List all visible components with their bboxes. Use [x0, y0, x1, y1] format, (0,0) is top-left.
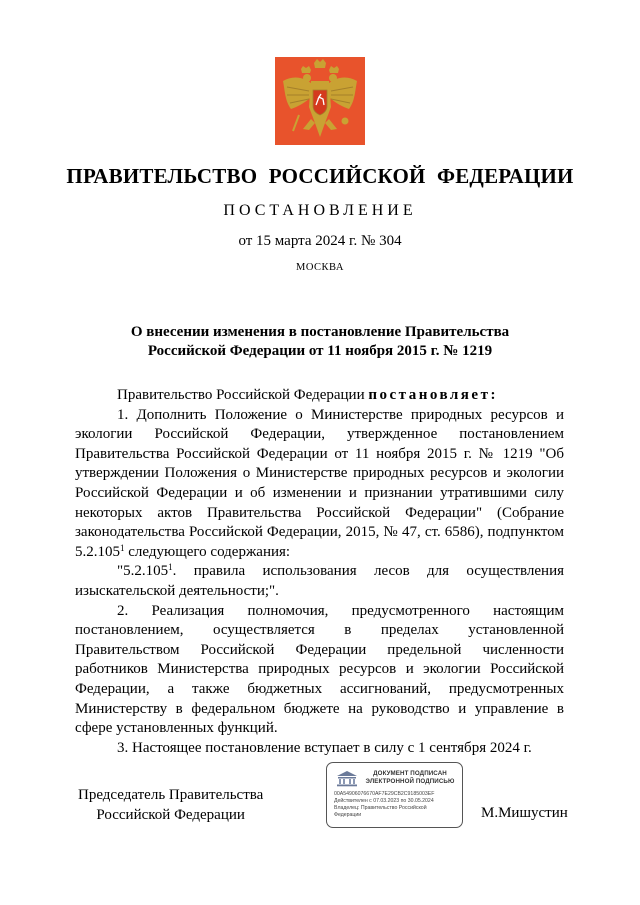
- signer-position-line-1: Председатель Правительства: [78, 787, 264, 803]
- paragraph-quote: [75, 562, 564, 601]
- quote-text-end: . правила использования лесов для осуществления изыскательской деятельности;".: [75, 563, 564, 599]
- signer-name: М.Мишустин: [481, 805, 568, 821]
- stamp-details: [334, 791, 458, 819]
- subject-line-1: О внесении изменения в постановление Правительства: [130, 324, 510, 340]
- coat-of-arms-emblem: [275, 57, 365, 145]
- electronic-signature-stamp: [326, 762, 463, 828]
- paragraph-item-2: 2. Реализация полномочия, предусмотренного настоящим постановлением, осуществляется в пределах установленной Правительством Российской Федерации предельной численности работников Министерства природных ресурсов и экологии Российской Федерации, а также бюджетных ассигнований, предусмотренных Министерству в федеральном бюджете на руководство и управление в сфере установленных функций.: [75, 602, 564, 737]
- stamp-certificate: 00A54906076670AF7E29CB2C9185003EF: [334, 791, 435, 797]
- paragraph-item-3: 3. Настоящее постановление вступает в силу с 1 сентября 2024 г.: [117, 739, 532, 756]
- item1-text-end: следующего содержания:: [124, 543, 291, 560]
- document-subject: [100, 323, 540, 361]
- intro-text: Правительство Российской Федерации: [117, 387, 365, 403]
- stamp-title-line-1: ДОКУМЕНТ ПОДПИСАН: [373, 770, 447, 777]
- quote-superscript: 1: [168, 562, 173, 573]
- resolves-word: постановляет:: [368, 387, 498, 403]
- signer-position-line-2: Российской Федерации: [96, 806, 245, 823]
- stamp-validity: Действителен с 07.03.2023 по 30.05.2024: [334, 798, 434, 804]
- subject-line-2: Российской Федерации от 11 ноября 2015 г. № 1219: [147, 343, 493, 359]
- stamp-title-line-2: ЭЛЕКТРОННОЙ ПОДПИСЬЮ: [365, 777, 455, 785]
- document-date-number: от 15 марта 2024 г. № 304: [238, 233, 402, 249]
- item1-text: 1. Дополнить Положение о Министерстве природных ресурсов и экологии Российской Федерации, утвержденное постановлением Правительства Российской Федерации от 11 ноября 2015 г. № 1219 "Об утверждении Положения о Министерстве природных ресурсов и экологии Российской Федерации и об изменении и признании утратившими силу некоторых актов Правительства Российской Федерации" (Собрание законодательства Российской Федерации, 2015, № 47, ст. 6586), подпунктом 5.2.105: [75, 406, 564, 560]
- item1-superscript: 1: [120, 542, 125, 553]
- stamp-owner-line-2: Федерации: [334, 812, 362, 818]
- government-title: ПРАВИТЕЛЬСТВО РОССИЙСКОЙ ФЕДЕРАЦИИ: [66, 164, 574, 188]
- government-building-icon: [335, 769, 359, 787]
- document-body: [75, 386, 564, 758]
- stamp-owner-line-1: Владелец: Правительство Российской: [334, 805, 427, 811]
- signer-position: [78, 786, 263, 825]
- stamp-title: [363, 770, 457, 785]
- document-type: ПОСТАНОВЛЕНИЕ: [223, 202, 417, 219]
- resolution-intro: [75, 386, 564, 406]
- quote-text-start: "5.2.105: [117, 563, 169, 580]
- document-city: МОСКВА: [296, 262, 344, 273]
- paragraph-item-1: [75, 406, 564, 563]
